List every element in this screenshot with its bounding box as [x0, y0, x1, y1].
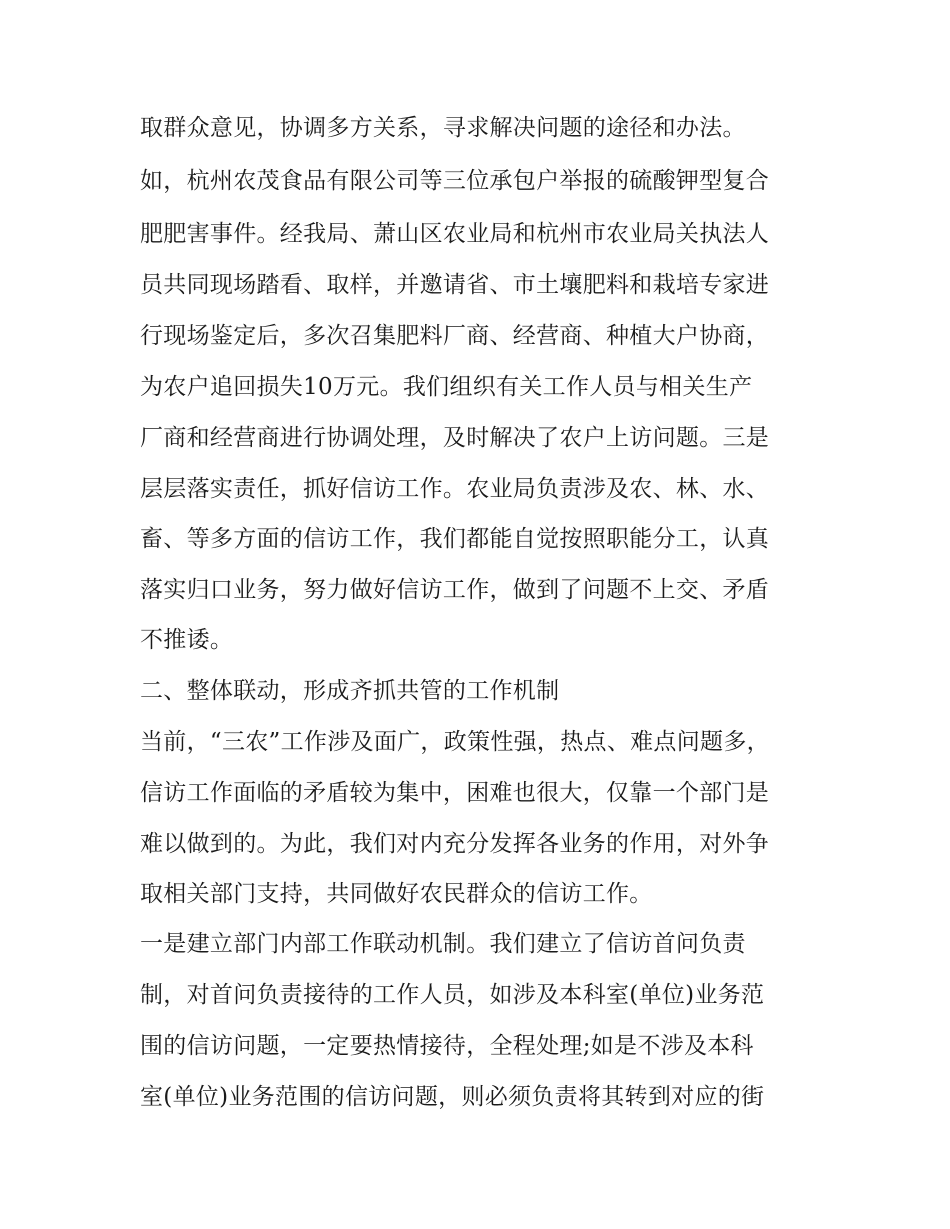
text-line: 难以做到的。为此，我们对内充分发挥各业务的作用，对外争 — [140, 831, 770, 857]
text-line: 取相关部门支持，共同做好农民群众的信访工作。 — [140, 881, 653, 907]
text-line: 当前，“三农”工作涉及面广，政策性强，热点、难点问题多， — [140, 729, 770, 755]
text-line: 如，杭州农茂食品有限公司等三位承包户举报的硫酸钾型复合 — [140, 168, 770, 194]
text-line: 行现场鉴定后，多次召集肥料厂商、经营商、种植大户协商， — [140, 323, 770, 349]
text-line: 层层落实责任，抓好信访工作。农业局负责涉及农、林、水、 — [140, 476, 770, 502]
text-line: 信访工作面临的矛盾较为集中，困难也很大，仅靠一个部门是 — [140, 780, 770, 806]
text-line: 不推诿。 — [140, 627, 234, 653]
text-line: 制，对首问负责接待的工作人员，如涉及本科室(单位)业务范 — [140, 982, 765, 1008]
text-line: 取群众意见，协调多方关系，寻求解决问题的途径和办法。 — [140, 115, 746, 141]
text-line: 落实归口业务，努力做好信访工作，做到了问题不上交、矛盾 — [140, 577, 770, 603]
text-line: 为农户追回损失10万元。我们组织有关工作人员与相关生产 — [140, 374, 753, 400]
text-line: 围的信访问题，一定要热情接待，全程处理;如是不涉及本科 — [140, 1033, 754, 1059]
text-line: 肥肥害事件。经我局、萧山区农业局和杭州市农业局关执法人 — [140, 221, 770, 247]
text-line: 员共同现场踏看、取样，并邀请省、市土壤肥料和栽培专家进 — [140, 272, 770, 298]
text-line: 畜、等多方面的信访工作，我们都能自觉按照职能分工，认真 — [140, 526, 770, 552]
text-line: 室(单位)业务范围的信访问题，则必须负责将其转到对应的街 — [140, 1084, 765, 1110]
section-heading: 二、整体联动，形成齐抓共管的工作机制 — [140, 678, 560, 704]
text-line: 一是建立部门内部工作联动机制。我们建立了信访首问负责 — [140, 931, 746, 957]
text-line: 厂商和经营商进行协调处理，及时解决了农户上访问题。三是 — [140, 425, 770, 451]
